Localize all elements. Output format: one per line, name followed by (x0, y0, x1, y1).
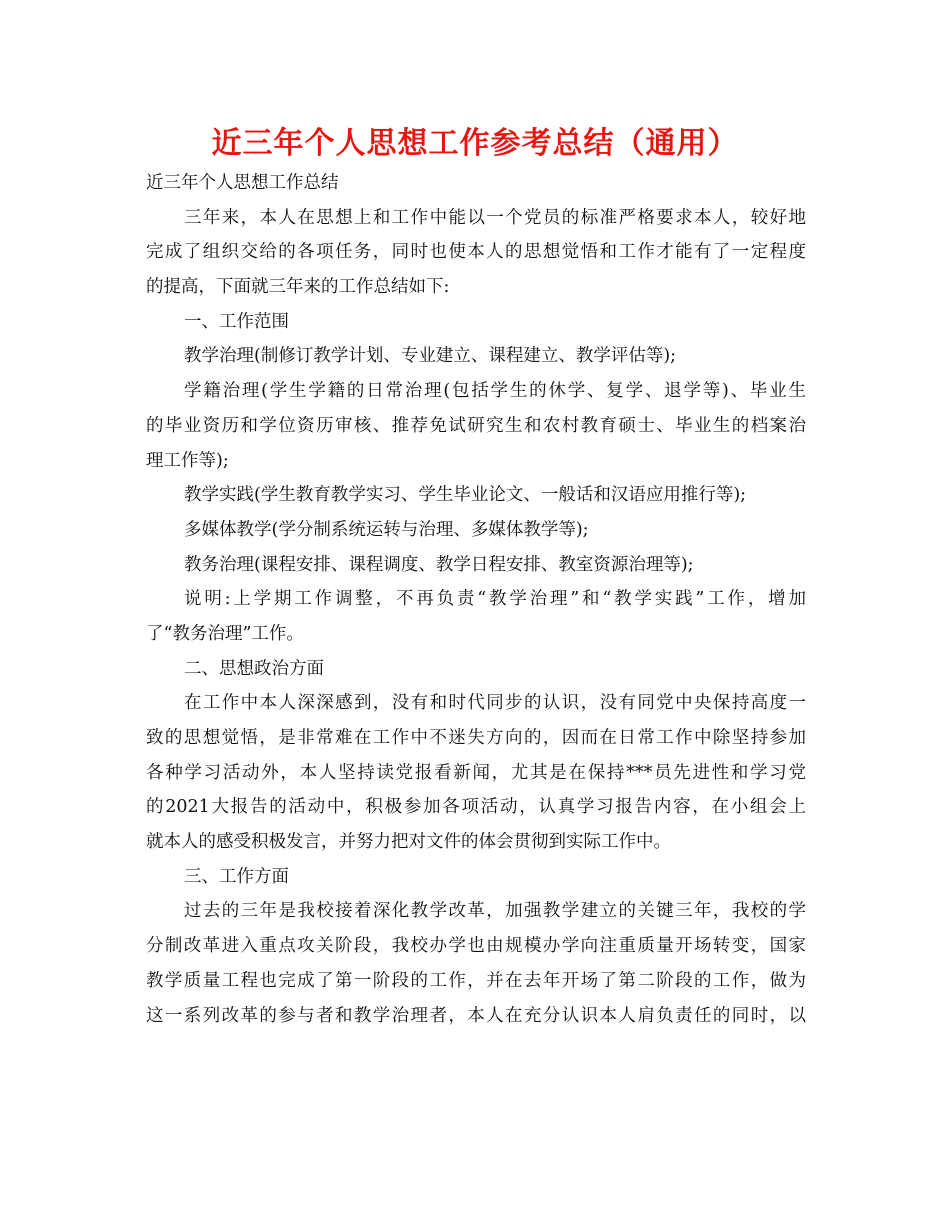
paragraph-line: 就本人的感受积极发言，并努力把对文件的体会贯彻到实际工作中。 (146, 832, 671, 853)
paragraph-line: 分制改革进入重点攻关阶段，我校办学也由规模办学向注重质量开场转变，国家 (146, 936, 806, 957)
document-title: 近三年个人思想工作参考总结（通用） (211, 126, 739, 161)
paragraph-line: 过去的三年是我校接着深化教学改革，加强教学建立的关键三年，我校的学 (184, 901, 806, 922)
section-heading: 三、工作方面 (184, 866, 289, 887)
paragraph-line: 致的思想觉悟，是非常难在工作中不迷失方向的，因而在日常工作中除坚持参加 (146, 728, 806, 748)
paragraph-line: 在工作中本人深深感到，没有和时代同步的认识，没有同党中央保持高度一 (184, 693, 806, 714)
section-heading: 二、思想政治方面 (184, 658, 324, 679)
paragraph-line: 完成了组织交给的各项任务，同时也使本人的思想觉悟和工作才能有了一定程度 (146, 242, 806, 263)
paragraph-line: 理工作等); (146, 450, 229, 471)
document-body (146, 166, 806, 1033)
paragraph-line: 这一系列改革的参与者和教学治理者，本人在充分认识本人肩负责任的同时，以 (146, 1005, 806, 1026)
paragraph-line: 教务治理(课程安排、课程调度、教学日程安排、教室资源治理等); (184, 554, 694, 575)
paragraph-line: 的毕业资历和学位资历审核、推荐免试研究生和农村教育硕士、毕业生的档案治 (146, 415, 806, 436)
section-heading: 一、工作范围 (184, 311, 289, 332)
paragraph-line: 的提高，下面就三年来的工作总结如下: (146, 277, 450, 298)
paragraph-line: 了“教务治理”工作。 (146, 623, 304, 644)
paragraph-line: 说明:上学期工作调整，不再负责“教学治理”和“教学实践”工作，增加 (184, 589, 806, 610)
paragraph-line: 学籍治理(学生学籍的日常治理(包括学生的休学、复学、退学等)、毕业生 (184, 381, 806, 402)
paragraph-line: 教学质量工程也完成了第一阶段的工作，并在去年开场了第二阶段的工作，做为 (146, 970, 806, 991)
paragraph-line: 各种学习活动外，本人坚持读党报看新闻，尤其是在保持***员先进性和学习党 (146, 762, 806, 783)
paragraph-line: 三年来，本人在思想上和工作中能以一个党员的标准严格要求本人，较好地 (184, 207, 806, 228)
subtitle-line: 近三年个人思想工作总结 (146, 173, 339, 193)
paragraph-line: 教学实践(学生教育教学实习、学生毕业论文、一般话和汉语应用推行等); (184, 485, 747, 506)
paragraph-line: 的2021大报告的活动中，积极参加各项活动，认真学习报告内容，在小组会上 (146, 797, 806, 818)
paragraph-line: 教学治理(制修订教学计划、专业建立、课程建立、教学评估等); (184, 346, 677, 367)
paragraph-line: 多媒体教学(学分制系统运转与治理、多媒体教学等); (184, 519, 589, 540)
